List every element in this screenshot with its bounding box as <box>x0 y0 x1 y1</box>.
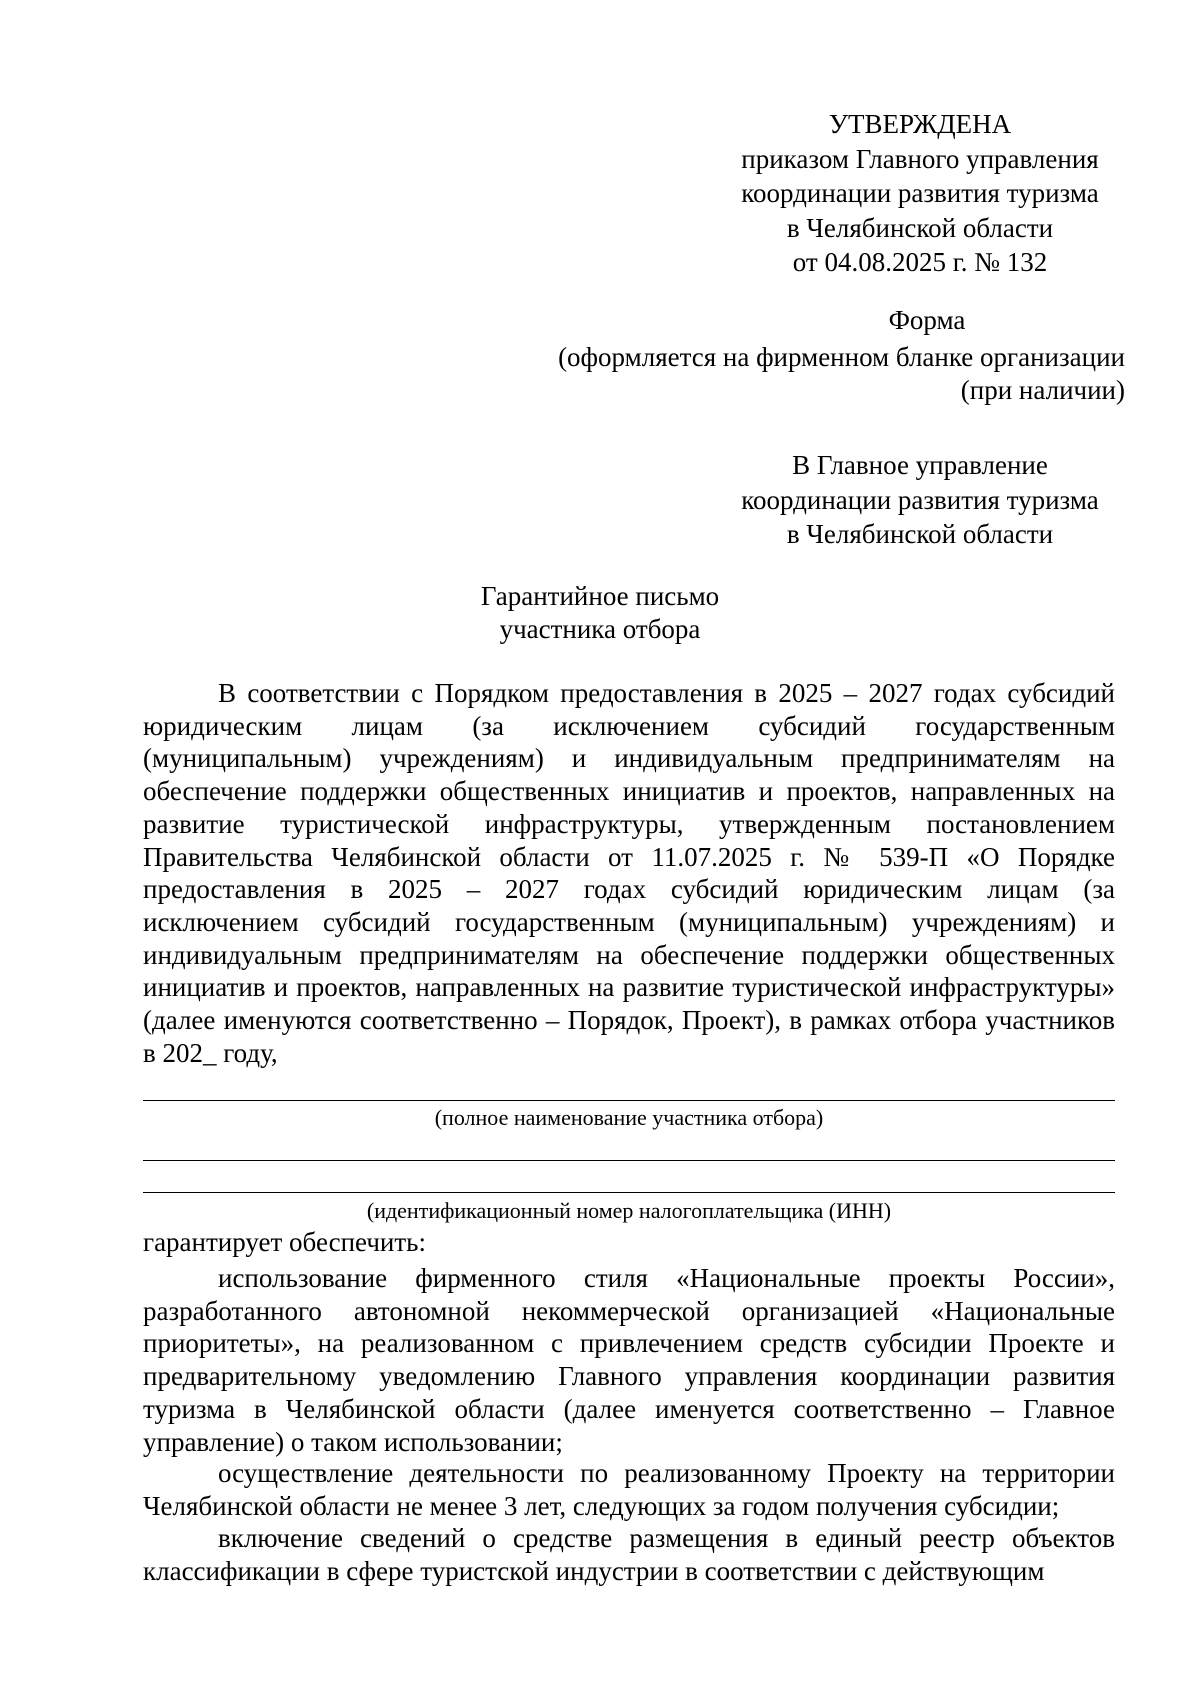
intro-paragraph <box>143 677 1115 1069</box>
approval-title: УТВЕРЖДЕНА <box>828 109 1012 139</box>
inn-caption: (идентификационный номер налогоплательщика (ИНН) <box>366 1198 892 1223</box>
guarantee-item <box>143 1522 1115 1587</box>
form-note-line: (оформляется на фирменном бланке организации <box>558 342 1125 372</box>
recipient-line: В Главное управление <box>792 450 1048 480</box>
form-title: Форма <box>888 305 966 335</box>
form-note <box>510 341 1125 407</box>
letter-title-line: участника отбора <box>499 614 701 644</box>
guarantee-item <box>143 1457 1115 1522</box>
approval-date-number: от 04.08.2025 г. № 132 <box>792 247 1048 277</box>
participant-name-field-line <box>143 1100 1115 1101</box>
recipient-line: в Челябинской области <box>786 519 1054 549</box>
intro-text: В соответствии с Порядком предоставления в 2025 – 2027 годах субсидий юридическим лицам (за исключением субсидий государственным (муниципальным) учреждениям) и индивидуальным предпринимателям на обеспечение поддержки общественных инициатив и проектов, направленных на развитие туристической инфраструктуры, утвержденным постановлением Правительства Челябинской области от 11.07.2025 г. № 539-П «О Порядке предоставления в 2025 – 2027 годах субсидий юридическим лицам (за исключением субсидий государственным (муниципальным) учреждениям) и индивидуальным предпринимателям на обеспечение поддержки общественных инициатив и проектов, направленных на развитие туристической инфраструктуры» (далее именуются соответственно – Порядок, Проект), в рамках отбора участников в 202_ году, <box>143 678 1115 1068</box>
inn-field-line <box>143 1192 1115 1193</box>
guarantee-item-text: включение сведений о средстве размещения в единый реестр объектов классификации в сфере туристской индустрии в соответствии с действующим <box>143 1523 1115 1586</box>
recipient-block <box>730 448 1110 552</box>
blank-field-line <box>143 1160 1115 1161</box>
guarantee-item-text: использование фирменного стиля «Национальные проекты России», разработанного автономной некоммерческой организацией «Национальные приоритеты», на реализованном с привлечением средств субсидии Проекте и предварительному уведомлению Главного управления координации развития туризма в Челябинской области (далее именуется соответственно – Главное управление) о таком использовании; <box>143 1263 1115 1457</box>
participant-name-caption: (полное наименование участника отбора) <box>434 1105 824 1130</box>
approval-line: приказом Главного управления <box>741 143 1099 174</box>
recipient-line: координации развития туризма <box>741 484 1099 515</box>
letter-title <box>440 580 760 646</box>
guarantee-item <box>143 1262 1115 1458</box>
form-note-line: (при наличии) <box>960 375 1125 405</box>
approval-stamp <box>730 107 1110 280</box>
guarantee-item-text: осуществление деятельности по реализованному Проекту на территории Челябинской области не менее 3 лет, следующих за годом получения субсидии; <box>143 1458 1115 1521</box>
letter-title-line: Гарантийное письмо <box>480 581 720 611</box>
approval-line: в Челябинской области <box>786 212 1054 243</box>
approval-line: координации развития туризма <box>741 178 1099 208</box>
form-label <box>842 305 1012 335</box>
guarantees-heading: гарантирует обеспечить: <box>143 1227 426 1257</box>
